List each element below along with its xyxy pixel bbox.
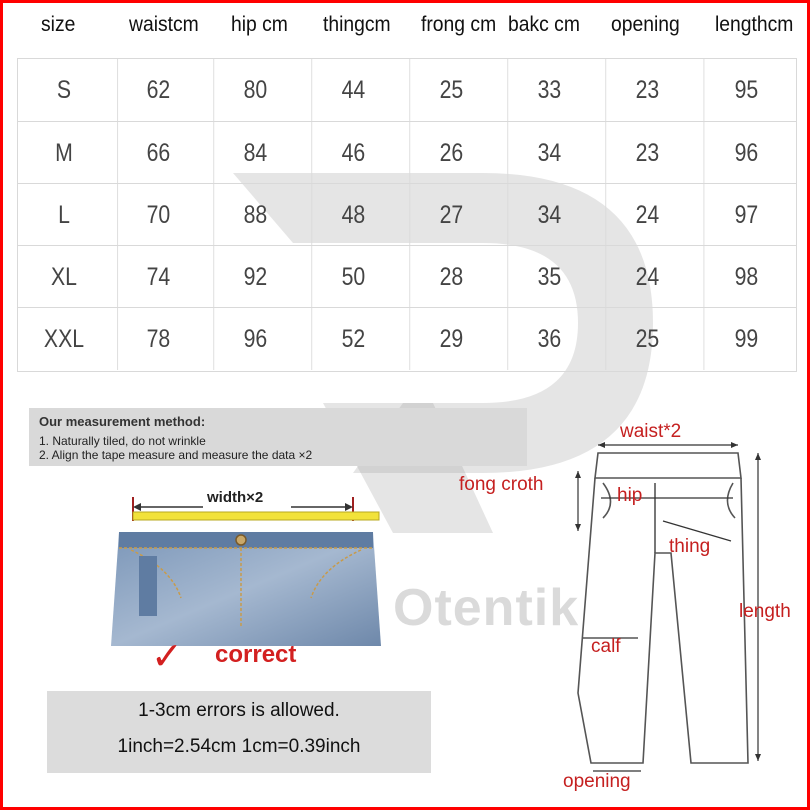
header-hip: hip cm <box>231 13 288 36</box>
hip-cell: 84 <box>213 122 296 184</box>
thigh-label: thing <box>669 536 711 557</box>
length-cell: 97 <box>704 184 789 246</box>
header-front: frong cm <box>421 13 497 36</box>
length-cell: 98 <box>704 246 789 308</box>
opening-cell: 23 <box>605 122 688 184</box>
tape-measure-icon <box>131 495 381 523</box>
back-cell: 35 <box>507 246 590 308</box>
size-cell: L <box>58 201 70 229</box>
method-title: Our measurement method: <box>39 414 206 429</box>
jeans-photo <box>111 528 381 646</box>
front-cell: 25 <box>409 59 492 121</box>
front-cell: 27 <box>409 184 492 246</box>
back-cell: 34 <box>507 184 590 246</box>
waist-label: waist*2 <box>620 421 682 442</box>
size-cell: M <box>55 139 73 167</box>
back-cell: 36 <box>507 308 590 370</box>
hip-cell: 96 <box>213 308 296 370</box>
table-row <box>18 307 796 370</box>
front-cell: 29 <box>409 308 492 370</box>
checkmark-icon: ✓ <box>151 636 183 678</box>
width-label: width×2 <box>207 489 264 506</box>
front-rise-label: fong croth <box>459 474 544 495</box>
waist-cell: 78 <box>117 308 199 370</box>
opening-cell: 23 <box>605 59 688 121</box>
length-label: length <box>739 601 791 622</box>
header-size: size <box>41 13 76 36</box>
length-cell: 96 <box>704 122 789 184</box>
size-cell: XL <box>50 263 78 291</box>
length-cell: 95 <box>704 59 789 121</box>
thigh-cell: 44 <box>311 59 394 121</box>
waist-cell: 66 <box>117 122 199 184</box>
table-row <box>18 121 796 184</box>
thigh-cell: 50 <box>311 246 394 308</box>
hip-cell: 88 <box>213 184 296 246</box>
header-opening: opening <box>611 13 680 36</box>
waist-cell: 62 <box>117 59 199 121</box>
length-cell: 99 <box>704 308 789 370</box>
waist-cell: 74 <box>117 246 199 308</box>
front-cell: 28 <box>409 246 492 308</box>
error-tolerance-panel <box>47 691 431 773</box>
thigh-cell: 52 <box>311 308 394 370</box>
waist-cell: 70 <box>117 184 199 246</box>
hip-cell: 92 <box>213 246 296 308</box>
table-row <box>18 183 796 246</box>
header-thigh: thingcm <box>323 13 391 36</box>
opening-cell: 25 <box>605 308 688 370</box>
opening-label: opening <box>563 771 631 792</box>
thigh-cell: 48 <box>311 184 394 246</box>
method-step-1: 1. Naturally tiled, do not wrinkle <box>39 434 206 448</box>
opening-cell: 24 <box>605 184 688 246</box>
unit-conversion-text: 1inch=2.54cm 1cm=0.39inch <box>117 736 361 757</box>
opening-cell: 24 <box>605 246 688 308</box>
correct-label: correct <box>215 641 297 668</box>
hip-cell: 80 <box>213 59 296 121</box>
hip-label: hip <box>617 485 643 506</box>
table-header <box>3 13 807 53</box>
header-length: lengthcm <box>715 13 794 36</box>
size-cell: S <box>56 76 72 104</box>
watermark-text: Otentik <box>393 579 580 637</box>
back-cell: 33 <box>507 59 590 121</box>
header-back: bakc cm <box>508 13 580 36</box>
calf-label: calf <box>591 636 621 657</box>
table-row <box>18 245 796 308</box>
error-tolerance-text: 1-3cm errors is allowed. <box>138 700 340 721</box>
front-cell: 26 <box>409 122 492 184</box>
measurement-method-panel <box>29 408 527 466</box>
table-row <box>18 59 796 121</box>
size-cell: XXL <box>43 325 85 353</box>
method-step-2: 2. Align the tape measure and measure the data ×2 <box>39 448 313 462</box>
back-cell: 34 <box>507 122 590 184</box>
size-table <box>17 58 797 372</box>
thigh-cell: 46 <box>311 122 394 184</box>
header-waist: waistcm <box>129 13 199 36</box>
